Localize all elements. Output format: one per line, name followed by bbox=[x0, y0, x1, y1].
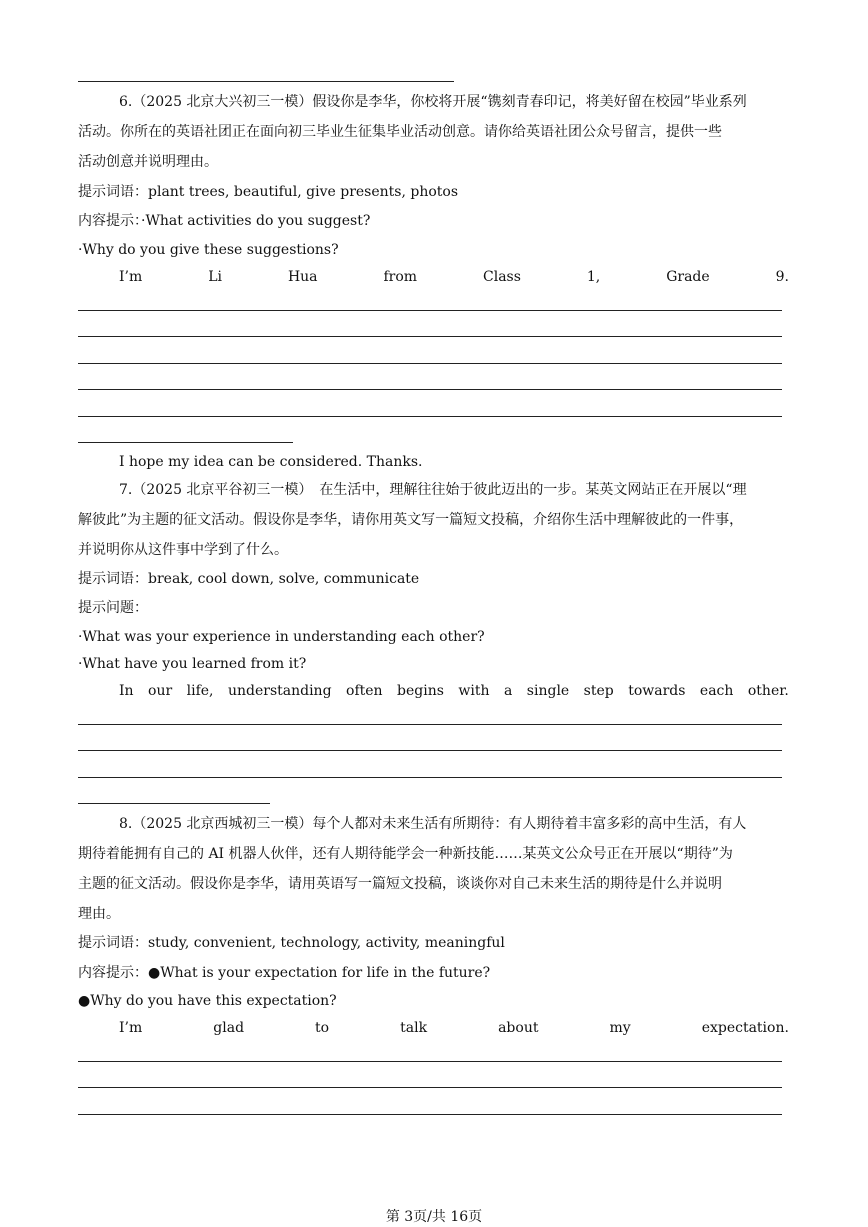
q6-answer-line[interactable] bbox=[78, 416, 782, 417]
q8-prompt-line-4: 理由。 bbox=[78, 906, 120, 922]
q6-opening-word: 1, bbox=[586, 269, 601, 285]
q6-answer-line[interactable] bbox=[78, 389, 782, 390]
q6-opening-sentence bbox=[119, 267, 789, 287]
q8-question-2: ●Why do you have this expectation? bbox=[78, 993, 337, 1009]
q7-hint-words: 提示词语：break, cool down, solve, communicate bbox=[78, 571, 420, 587]
q8-opening-sentence bbox=[119, 1018, 789, 1038]
q6-opening-word: from bbox=[383, 269, 418, 285]
q8-answer-line[interactable] bbox=[78, 1061, 782, 1062]
q8-opening-word: I’m bbox=[119, 1020, 143, 1036]
q6-opening-word: Hua bbox=[287, 269, 318, 285]
q6-opening-word: Grade bbox=[666, 269, 710, 285]
q8-prompt-line-1: 8.（2025 北京西城初三一模）每个人都对未来生活有所期待：有人期待着丰富多彩的高中生活，有人 bbox=[119, 816, 747, 832]
q6-opening-word: 9. bbox=[775, 269, 789, 285]
q8-opening-word: my bbox=[609, 1020, 631, 1036]
q6-answer-line[interactable] bbox=[78, 363, 782, 364]
q6-content-hint: 内容提示：·What activities do you suggest? bbox=[78, 213, 371, 229]
q7-opening-word: In bbox=[119, 683, 134, 699]
q8-opening-word: talk bbox=[400, 1020, 428, 1036]
q8-opening-word: glad bbox=[213, 1020, 245, 1036]
q7-question-1: ·What was your experience in understanding each other? bbox=[78, 629, 485, 645]
q7-opening-word: life, bbox=[186, 683, 214, 699]
q6-question-2: ·Why do you give these suggestions? bbox=[78, 242, 339, 258]
q7-prompt-line-2: 解彼此”为主题的征文活动。假设你是李华，请你用英文写一篇短文投稿，介绍你生活中理解彼此的一件事， bbox=[78, 512, 744, 528]
q7-answer-line[interactable] bbox=[78, 724, 782, 725]
q7-hint-questions-label: 提示问题： bbox=[78, 600, 148, 616]
q6-opening-word: Class bbox=[483, 269, 521, 285]
q7-opening-word: towards bbox=[628, 683, 686, 699]
q7-answer-line[interactable] bbox=[78, 750, 782, 751]
q7-opening-word: often bbox=[346, 683, 383, 699]
q7-answer-line[interactable] bbox=[78, 777, 782, 778]
q6-prompt-line-1: 6.（2025 北京大兴初三一模）假设你是李华，你校将开展“镌刻青春印记，将美好留在校园”毕业系列 bbox=[119, 94, 747, 110]
q7-prompt-line-3: 并说明你从这件事中学到了什么。 bbox=[78, 542, 288, 558]
q7-opening-word: understanding bbox=[227, 683, 332, 699]
answer-line bbox=[78, 81, 454, 82]
q8-prompt-line-3: 主题的征文活动。假设你是李华，请用英语写一篇短文投稿，谈谈你对自己未来生活的期待是什么并说明 bbox=[78, 876, 722, 892]
q6-closing: I hope my idea can be considered. Thanks. bbox=[119, 454, 423, 470]
q8-answer-line[interactable] bbox=[78, 1114, 782, 1115]
q6-answer-line[interactable] bbox=[78, 310, 782, 311]
q7-answer-line[interactable] bbox=[78, 803, 270, 804]
q6-answer-line[interactable] bbox=[78, 336, 782, 337]
q6-hint-words: 提示词语：plant trees, beautiful, give presents, photos bbox=[78, 184, 459, 200]
page-number: 第 3页/共 16页 bbox=[385, 1209, 483, 1225]
q8-prompt-line-2: 期待着能拥有自己的 AI 机器人伙伴，还有人期待能学会一种新技能……某英文公众号正在开展以“期待”为 bbox=[78, 846, 733, 862]
q7-opening-word: other. bbox=[747, 683, 789, 699]
q7-opening-word: with bbox=[458, 683, 490, 699]
q7-opening-word: each bbox=[699, 683, 734, 699]
q6-prompt-line-3: 活动创意并说明理由。 bbox=[78, 154, 218, 170]
q8-answer-line[interactable] bbox=[78, 1087, 782, 1088]
q8-opening-word: expectation. bbox=[701, 1020, 789, 1036]
q8-opening-word: about bbox=[498, 1020, 539, 1036]
q6-opening-word: Li bbox=[208, 269, 222, 285]
q6-opening-word: I’m bbox=[119, 269, 143, 285]
q6-answer-line[interactable] bbox=[78, 442, 293, 443]
q7-opening-sentence bbox=[119, 681, 789, 701]
q7-question-2: ·What have you learned from it? bbox=[78, 656, 307, 672]
q8-opening-word: to bbox=[315, 1020, 330, 1036]
q7-opening-word: single bbox=[526, 683, 570, 699]
q7-opening-word: step bbox=[583, 683, 614, 699]
q7-opening-word: our bbox=[148, 683, 173, 699]
q7-prompt-line-1: 7.（2025 北京平谷初三一模） 在生活中，理解往往始于彼此迈出的一步。某英文网站正在开展以“理 bbox=[119, 482, 747, 498]
q6-prompt-line-2: 活动。你所在的英语社团正在面向初三毕业生征集毕业活动创意。请你给英语社团公众号留言，提供一些 bbox=[78, 124, 722, 140]
q7-opening-word: a bbox=[503, 683, 513, 699]
q7-opening-word: begins bbox=[397, 683, 444, 699]
q8-content-hint: 内容提示：●What is your expectation for life in the future? bbox=[78, 965, 491, 981]
q8-hint-words: 提示词语：study, convenient, technology, activity, meaningful bbox=[78, 935, 505, 951]
